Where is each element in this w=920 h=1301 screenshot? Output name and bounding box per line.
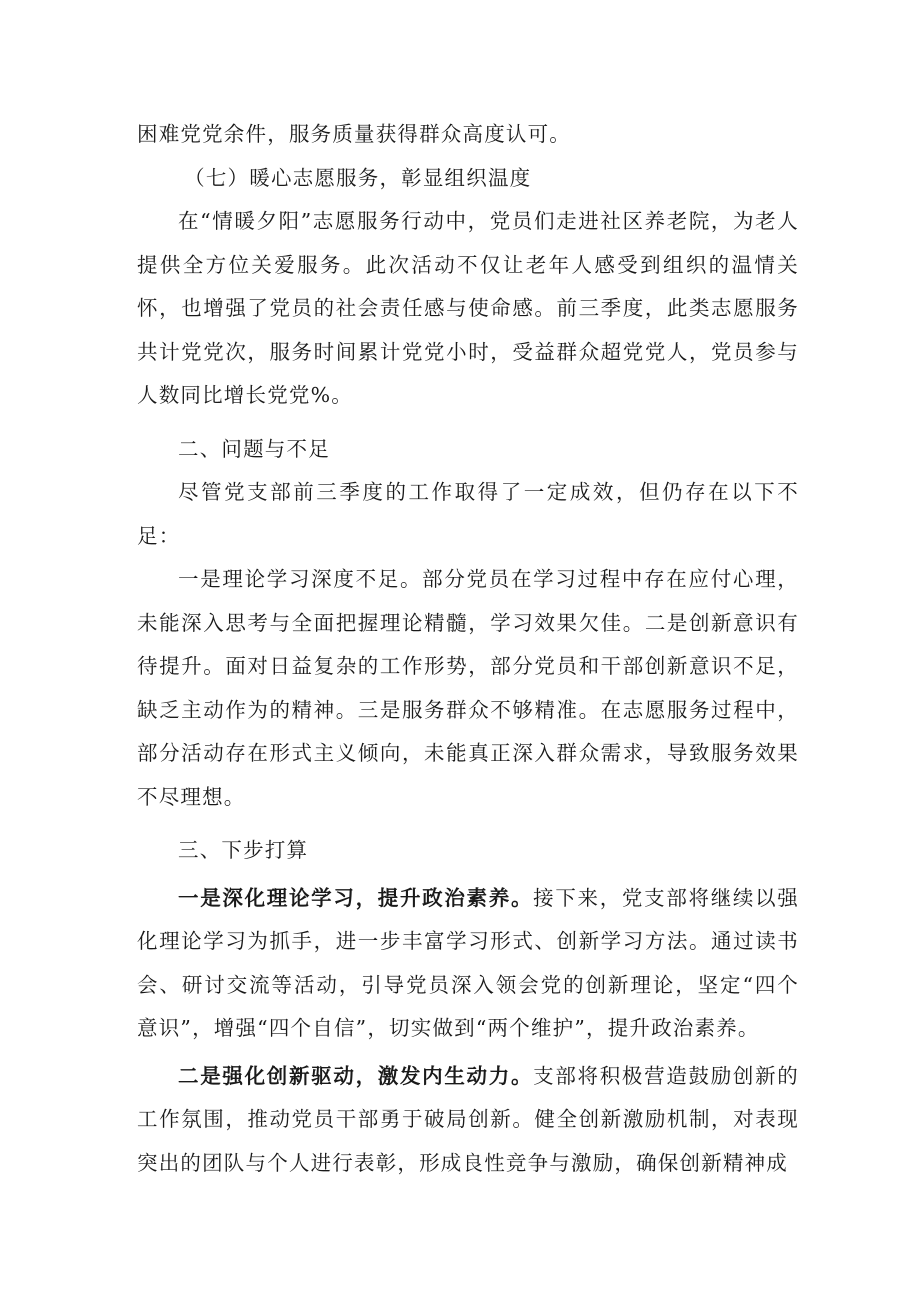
section-7-paragraph: 在“情暖夕阳”志愿服务行动中，党员们走进社区养老院，为老人提供全方位关爱服务。此次活动不仅让老年人感受到组织的温情关怀，也增强了党员的社会责任感与使命感。前三季度，此类志愿服务共计党党次，服务时间累计党党小时，受益群众超党党人，党员参与人数同比增长党党%。 [137, 209, 799, 407]
plan-1-lead: 一是深化理论学习，提升政治素养。 [178, 885, 534, 910]
plan-1-text: 接下来，党支部将继续以强化理论学习为抓手，进一步丰富学习形式、创新学习方法。通过读书会、研讨交流等活动，引导党员深入领会党的创新理论，坚定“四个意识”，增强“四个自信”，切实做到“两个维护”，提升政治素养。 [137, 885, 799, 1040]
continuation-paragraph: 困难党党余件，服务质量获得群众高度认可。 [137, 122, 571, 146]
part-2-intro: 尽管党支部前三季度的工作取得了一定成效，但仍存在以下不足： [137, 480, 799, 548]
plan-2-paragraph [137, 1055, 799, 1186]
part-2-heading: 二、问题与不足 [178, 436, 330, 461]
part-2-paragraph: 一是理论学习深度不足。部分党员在学习过程中存在应付心理，未能深入思考与全面把握理论精髓，学习效果欠佳。二是创新意识有待提升。面对日益复杂的工作形势，部分党员和干部创新意识不足，缺乏主动作为的精神。三是服务群众不够精准。在志愿服务过程中，部分活动存在形式主义倾向，未能真正深入群众需求，导致服务效果不尽理想。 [137, 567, 799, 809]
plan-2-text: 支部将积极营造鼓励创新的工作氛围，推动党员干部勇于破局创新。健全创新激励机制，对表现突出的团队与个人进行表彰，形成良性竞争与激励，确保创新精神成 [137, 1063, 799, 1175]
document-body [137, 113, 799, 1185]
part-3-heading: 三、下步打算 [178, 838, 309, 862]
plan-1-paragraph [137, 877, 799, 1051]
section-7-heading: （七）暖心志愿服务，彰显组织温度 [184, 165, 532, 190]
plan-2-lead: 二是强化创新驱动，激发内生动力。 [178, 1063, 534, 1088]
